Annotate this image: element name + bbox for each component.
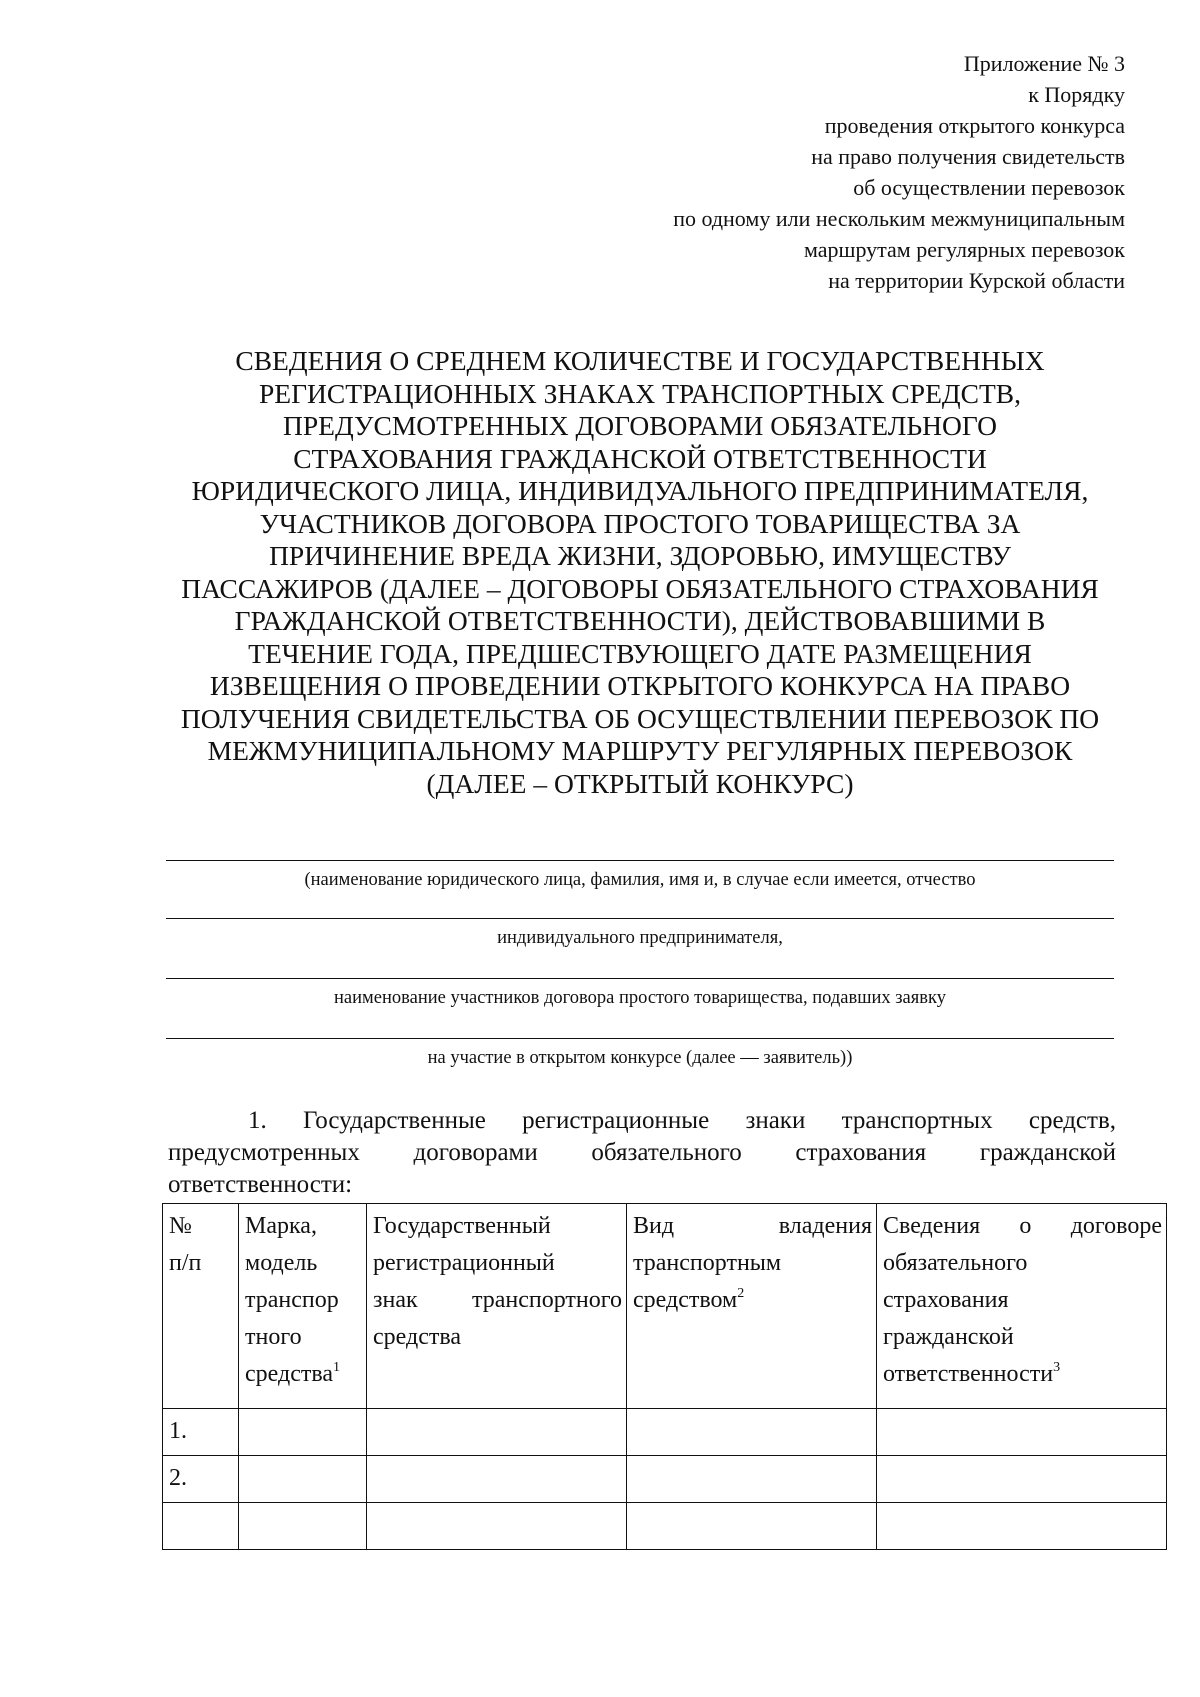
title-line: ИЗВЕЩЕНИЯ О ПРОВЕДЕНИИ ОТКРЫТОГО КОНКУРСА НА ПРАВО [209, 670, 1071, 701]
cell-ownership[interactable] [627, 1409, 877, 1456]
section-1-line: предусмотренных договорами обязательного страхования гражданской [168, 1139, 1116, 1166]
header-text: знак транспортного [373, 1287, 622, 1313]
title-line: (ДАЛЕЕ – ОТКРЫТЫЙ КОНКУРС) [426, 767, 854, 799]
header-text: тного [245, 1324, 302, 1350]
header-number [163, 1204, 239, 1409]
header-ownership-type [627, 1204, 877, 1409]
title-line: ПАССАЖИРОВ (ДАЛЕЕ – ДОГОВОРЫ ОБЯЗАТЕЛЬНОГО СТРАХОВАНИЯ [181, 572, 1099, 604]
table-row [163, 1503, 1167, 1550]
header-text: п/п [169, 1250, 202, 1276]
cell-number: 2. [163, 1456, 239, 1503]
table-header-row [163, 1204, 1167, 1409]
cell-insurance[interactable] [877, 1503, 1167, 1550]
header-text: средства [245, 1361, 334, 1387]
header-text: обязательного [883, 1250, 1028, 1276]
title-line: ГРАЖДАНСКОЙ ОТВЕТСТВЕННОСТИ), ДЕЙСТВОВАВШИМИ В [234, 605, 1046, 636]
title-line: ПРИЧИНЕНИЕ ВРЕДА ЖИЗНИ, ЗДОРОВЬЮ, ИМУЩЕСТВУ [269, 540, 1011, 571]
cell-insurance[interactable] [877, 1409, 1167, 1456]
title-line: РЕГИСТРАЦИОННЫХ ЗНАКАХ ТРАНСПОРТНЫХ СРЕДСТВ, [259, 377, 1021, 409]
header-registration-sign [367, 1204, 627, 1409]
header-text: страхования [883, 1287, 1009, 1313]
applicant-name-field[interactable] [166, 860, 1114, 861]
title-line: ЮРИДИЧЕСКОГО ЛИЦА, ИНДИВИДУАЛЬНОГО ПРЕДПРИНИМАТЕЛЯ, [191, 475, 1089, 506]
applicant-name-field[interactable] [166, 918, 1114, 919]
field-caption: на участие в открытом конкурсе (далее — заявитель)) [427, 1048, 853, 1068]
header-text: Вид владения [633, 1213, 872, 1239]
header-text: Сведения о договоре [883, 1213, 1162, 1239]
table-row [163, 1456, 1167, 1503]
appendix-line: на право получения свидетельств [811, 144, 1125, 169]
header-text: гражданской [883, 1324, 1014, 1350]
participants-field[interactable] [166, 978, 1114, 979]
title-line: СВЕДЕНИЯ О СРЕДНЕМ КОЛИЧЕСТВЕ И ГОСУДАРСТВЕННЫХ [235, 345, 1045, 376]
title-line: ПРЕДУСМОТРЕННЫХ ДОГОВОРАМИ ОБЯЗАТЕЛЬНОГО [283, 410, 997, 441]
cell-ownership[interactable] [627, 1503, 877, 1550]
appendix-line: об осуществлении перевозок [853, 175, 1125, 200]
header-text: транспортным [633, 1250, 782, 1276]
cell-brand[interactable] [239, 1456, 367, 1503]
appendix-header [565, 48, 1125, 296]
appendix-line: к Порядку [1028, 82, 1125, 107]
appendix-line: по одному или нескольким межмуниципальным [673, 206, 1125, 231]
table-row [163, 1409, 1167, 1456]
header-text: модель [245, 1250, 318, 1276]
cell-number: 1. [163, 1409, 239, 1456]
header-insurance-info [877, 1204, 1167, 1409]
header-text: средства [373, 1324, 462, 1350]
footnote-mark: 1 [333, 1360, 341, 1375]
cell-brand[interactable] [239, 1409, 367, 1456]
header-text: ответственности [883, 1361, 1054, 1387]
title-line: МЕЖМУНИЦИПАЛЬНОМУ МАРШРУТУ РЕГУЛЯРНЫХ ПЕРЕВОЗОК [207, 735, 1073, 766]
application-field[interactable] [166, 1038, 1114, 1039]
vehicles-table [162, 1203, 1167, 1550]
section-1-line: 1. Государственные регистрационные знаки транспортных средств, [248, 1107, 1116, 1134]
document-title [160, 345, 1120, 800]
header-text: средством [633, 1287, 738, 1313]
header-text: № [169, 1213, 192, 1239]
title-line: ПОЛУЧЕНИЯ СВИДЕТЕЛЬСТВА ОБ ОСУЩЕСТВЛЕНИИ ПЕРЕВОЗОК ПО [180, 702, 1100, 734]
appendix-line: маршрутам регулярных перевозок [803, 237, 1125, 262]
footnote-mark: 3 [1053, 1360, 1061, 1375]
field-caption: индивидуального предпринимателя, [497, 928, 783, 948]
title-line: ТЕЧЕНИЕ ГОДА, ПРЕДШЕСТВУЮЩЕГО ДАТЕ РАЗМЕЩЕНИЯ [248, 637, 1032, 669]
cell-number [163, 1503, 239, 1550]
appendix-line: Приложение № 3 [963, 51, 1125, 76]
cell-reg-sign[interactable] [367, 1503, 627, 1550]
cell-brand[interactable] [239, 1503, 367, 1550]
cell-reg-sign[interactable] [367, 1409, 627, 1456]
header-text: Государственный [373, 1213, 551, 1239]
footnote-mark: 2 [737, 1286, 745, 1301]
title-line: УЧАСТНИКОВ ДОГОВОРА ПРОСТОГО ТОВАРИЩЕСТВА ЗА [259, 507, 1021, 539]
section-1-line: ответственности: [168, 1171, 353, 1198]
header-text: транспор [245, 1287, 339, 1313]
cell-ownership[interactable] [627, 1456, 877, 1503]
field-caption: наименование участников договора простого товарищества, подавших заявку [334, 988, 946, 1008]
appendix-line: проведения открытого конкурса [824, 113, 1125, 138]
appendix-line: на территории Курской области [828, 268, 1125, 293]
header-text: регистрационный [373, 1250, 555, 1276]
header-text: Марка, [245, 1213, 317, 1239]
cell-reg-sign[interactable] [367, 1456, 627, 1503]
title-line: СТРАХОВАНИЯ ГРАЖДАНСКОЙ ОТВЕТСТВЕННОСТИ [293, 442, 987, 474]
field-caption: (наименование юридического лица, фамилия, имя и, в случае если имеется, отчество [304, 870, 976, 890]
header-brand-model [239, 1204, 367, 1409]
section-1-text [168, 1105, 1116, 1201]
cell-insurance[interactable] [877, 1456, 1167, 1503]
